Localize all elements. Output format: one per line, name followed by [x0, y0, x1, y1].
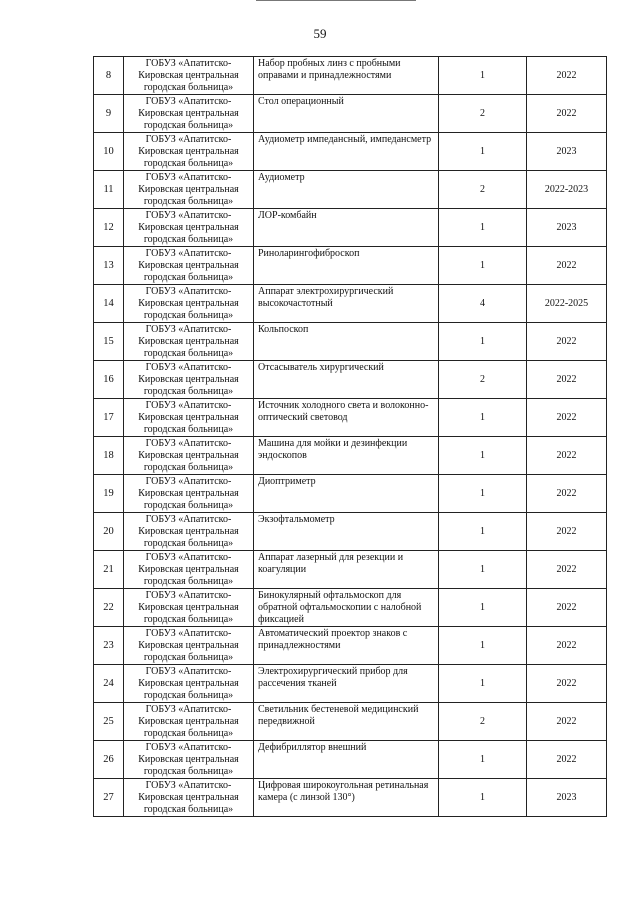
top-rule — [256, 0, 416, 1]
year-cell: 2022 — [527, 475, 607, 513]
organization-cell: ГОБУЗ «Апатитско-Кировская центральная городская больница» — [124, 589, 254, 627]
organization-cell: ГОБУЗ «Апатитско-Кировская центральная городская больница» — [124, 399, 254, 437]
table-row — [94, 589, 607, 627]
equipment-name-cell: Аппарат лазерный для резекции и коагуляции — [254, 551, 439, 589]
year-cell: 2022 — [527, 627, 607, 665]
organization-cell: ГОБУЗ «Апатитско-Кировская центральная городская больница» — [124, 247, 254, 285]
equipment-name-cell: ЛОР-комбайн — [254, 209, 439, 247]
row-number: 12 — [94, 209, 124, 247]
organization-cell: ГОБУЗ «Апатитско-Кировская центральная городская больница» — [124, 513, 254, 551]
quantity-cell: 1 — [439, 399, 527, 437]
year-cell: 2023 — [527, 209, 607, 247]
equipment-name-cell: Аудиометр — [254, 171, 439, 209]
organization-cell: ГОБУЗ «Апатитско-Кировская центральная городская больница» — [124, 475, 254, 513]
table-row — [94, 323, 607, 361]
row-number: 19 — [94, 475, 124, 513]
row-number: 26 — [94, 741, 124, 779]
equipment-name-cell: Светильник бестеневой медицинский передвижной — [254, 703, 439, 741]
quantity-cell: 4 — [439, 285, 527, 323]
row-number: 25 — [94, 703, 124, 741]
row-number: 10 — [94, 133, 124, 171]
quantity-cell: 2 — [439, 171, 527, 209]
year-cell: 2022 — [527, 323, 607, 361]
year-cell: 2022 — [527, 665, 607, 703]
equipment-name-cell: Отсасыватель хирургический — [254, 361, 439, 399]
table-row — [94, 475, 607, 513]
row-number: 20 — [94, 513, 124, 551]
quantity-cell: 2 — [439, 703, 527, 741]
table-row — [94, 95, 607, 133]
table-row — [94, 513, 607, 551]
organization-cell: ГОБУЗ «Апатитско-Кировская центральная городская больница» — [124, 133, 254, 171]
table-row — [94, 57, 607, 95]
equipment-name-cell: Кольпоскоп — [254, 323, 439, 361]
year-cell: 2022 — [527, 741, 607, 779]
equipment-name-cell: Диоптриметр — [254, 475, 439, 513]
quantity-cell: 1 — [439, 589, 527, 627]
equipment-name-cell: Бинокулярный офтальмоскоп для обратной офтальмоскопии с налобной фиксацией — [254, 589, 439, 627]
equipment-table — [93, 56, 607, 817]
organization-cell: ГОБУЗ «Апатитско-Кировская центральная городская больница» — [124, 361, 254, 399]
row-number: 14 — [94, 285, 124, 323]
table-row — [94, 703, 607, 741]
year-cell: 2023 — [527, 779, 607, 817]
row-number: 18 — [94, 437, 124, 475]
quantity-cell: 1 — [439, 779, 527, 817]
row-number: 24 — [94, 665, 124, 703]
organization-cell: ГОБУЗ «Апатитско-Кировская центральная городская больница» — [124, 95, 254, 133]
equipment-name-cell: Аудиометр импедансный, импедансметр — [254, 133, 439, 171]
quantity-cell: 1 — [439, 437, 527, 475]
quantity-cell: 1 — [439, 475, 527, 513]
table-row — [94, 247, 607, 285]
quantity-cell: 1 — [439, 665, 527, 703]
equipment-name-cell: Экзофтальмометр — [254, 513, 439, 551]
row-number: 16 — [94, 361, 124, 399]
equipment-name-cell: Электрохирургический прибор для рассечения тканей — [254, 665, 439, 703]
quantity-cell: 2 — [439, 95, 527, 133]
organization-cell: ГОБУЗ «Апатитско-Кировская центральная городская больница» — [124, 209, 254, 247]
row-number: 13 — [94, 247, 124, 285]
year-cell: 2022 — [527, 589, 607, 627]
organization-cell: ГОБУЗ «Апатитско-Кировская центральная городская больница» — [124, 551, 254, 589]
year-cell: 2022 — [527, 437, 607, 475]
equipment-name-cell: Стол операционный — [254, 95, 439, 133]
table-row — [94, 171, 607, 209]
table-row — [94, 437, 607, 475]
table-row — [94, 551, 607, 589]
year-cell: 2023 — [527, 133, 607, 171]
year-cell: 2022-2023 — [527, 171, 607, 209]
equipment-table-body — [94, 57, 607, 817]
equipment-name-cell: Набор пробных линз с пробными оправами и принадлежностями — [254, 57, 439, 95]
organization-cell: ГОБУЗ «Апатитско-Кировская центральная городская больница» — [124, 437, 254, 475]
quantity-cell: 1 — [439, 627, 527, 665]
table-row — [94, 285, 607, 323]
table-row — [94, 627, 607, 665]
table-row — [94, 133, 607, 171]
organization-cell: ГОБУЗ «Апатитско-Кировская центральная городская больница» — [124, 285, 254, 323]
year-cell: 2022 — [527, 513, 607, 551]
organization-cell: ГОБУЗ «Апатитско-Кировская центральная городская больница» — [124, 665, 254, 703]
year-cell: 2022 — [527, 703, 607, 741]
equipment-name-cell: Аппарат электрохирургический высокочастотный — [254, 285, 439, 323]
year-cell: 2022 — [527, 95, 607, 133]
row-number: 23 — [94, 627, 124, 665]
organization-cell: ГОБУЗ «Апатитско-Кировская центральная городская больница» — [124, 323, 254, 361]
table-row — [94, 665, 607, 703]
table-row — [94, 399, 607, 437]
quantity-cell: 1 — [439, 551, 527, 589]
year-cell: 2022 — [527, 551, 607, 589]
quantity-cell: 1 — [439, 209, 527, 247]
equipment-name-cell: Машина для мойки и дезинфекции эндоскопов — [254, 437, 439, 475]
organization-cell: ГОБУЗ «Апатитско-Кировская центральная городская больница» — [124, 171, 254, 209]
equipment-name-cell: Дефибриллятор внешний — [254, 741, 439, 779]
table-row — [94, 361, 607, 399]
row-number: 22 — [94, 589, 124, 627]
equipment-name-cell: Риноларингофиброскоп — [254, 247, 439, 285]
quantity-cell: 1 — [439, 323, 527, 361]
year-cell: 2022 — [527, 399, 607, 437]
year-cell: 2022 — [527, 247, 607, 285]
row-number: 8 — [94, 57, 124, 95]
organization-cell: ГОБУЗ «Апатитско-Кировская центральная городская больница» — [124, 703, 254, 741]
quantity-cell: 1 — [439, 133, 527, 171]
equipment-name-cell: Автоматический проектор знаков с принадлежностями — [254, 627, 439, 665]
quantity-cell: 2 — [439, 361, 527, 399]
table-row — [94, 209, 607, 247]
equipment-name-cell: Источник холодного света и волоконно-оптический световод — [254, 399, 439, 437]
row-number: 21 — [94, 551, 124, 589]
table-row — [94, 741, 607, 779]
row-number: 9 — [94, 95, 124, 133]
quantity-cell: 1 — [439, 513, 527, 551]
row-number: 15 — [94, 323, 124, 361]
year-cell: 2022 — [527, 361, 607, 399]
row-number: 27 — [94, 779, 124, 817]
quantity-cell: 1 — [439, 57, 527, 95]
row-number: 17 — [94, 399, 124, 437]
equipment-name-cell: Цифровая широкоугольная ретинальная камера (с линзой 130°) — [254, 779, 439, 817]
organization-cell: ГОБУЗ «Апатитско-Кировская центральная городская больница» — [124, 779, 254, 817]
quantity-cell: 1 — [439, 247, 527, 285]
table-row — [94, 779, 607, 817]
year-cell: 2022 — [527, 57, 607, 95]
year-cell: 2022-2025 — [527, 285, 607, 323]
organization-cell: ГОБУЗ «Апатитско-Кировская центральная городская больница» — [124, 627, 254, 665]
organization-cell: ГОБУЗ «Апатитско-Кировская центральная городская больница» — [124, 57, 254, 95]
row-number: 11 — [94, 171, 124, 209]
page-number: 59 — [313, 26, 327, 41]
organization-cell: ГОБУЗ «Апатитско-Кировская центральная городская больница» — [124, 741, 254, 779]
quantity-cell: 1 — [439, 741, 527, 779]
